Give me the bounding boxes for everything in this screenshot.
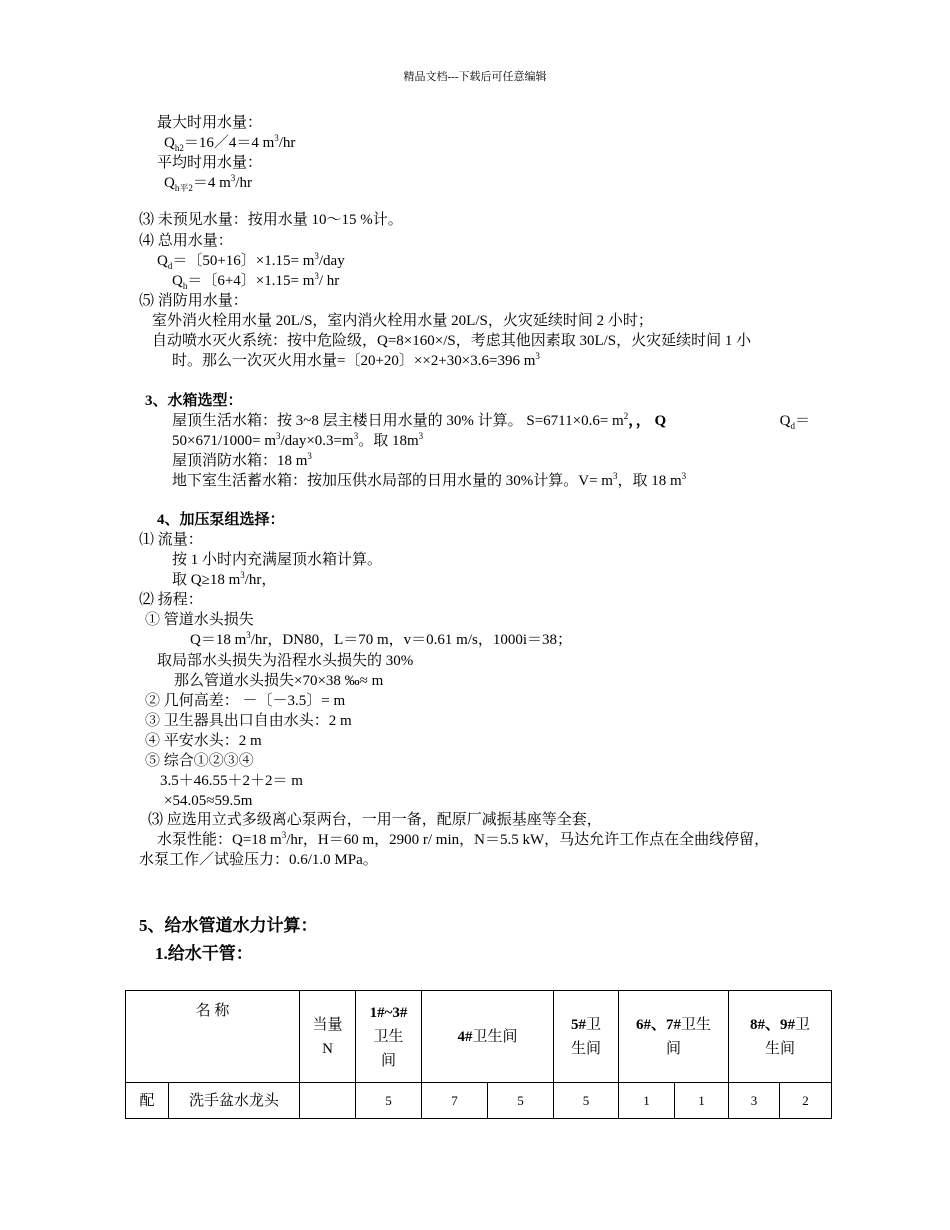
table-cell: 5 bbox=[488, 1083, 554, 1119]
section5-title: 5、给水管道水力计算： bbox=[139, 916, 318, 935]
flow-line-2: 取 Q≥18 $m^3/hr$， bbox=[172, 570, 277, 588]
header-room-5: 5#卫 生间 bbox=[554, 991, 619, 1083]
max-hour-label: 最大时用水量： bbox=[157, 115, 263, 131]
sum-line-1: 3.5＋46.55＋2＋2＝ m bbox=[160, 773, 303, 789]
flow-line-1: 按 1 小时内充满屋顶水箱计算。 bbox=[172, 552, 383, 568]
page-header: 精品文档---下载后可任意编辑 bbox=[403, 71, 547, 83]
qh2-formula: $Q_{h2}=16/4=4$ $m^3/hr$ bbox=[164, 133, 296, 153]
pipe-loss-label: ① 管道水头损失 bbox=[145, 612, 254, 628]
unforeseen-water: ⑶ 未预见水量：按用水量 10～15 %计。 bbox=[139, 212, 403, 228]
pump-pressure: 水泵工作／试验压力：0.6/1.0 MPa。 bbox=[139, 852, 378, 868]
water-pipe-table bbox=[125, 990, 832, 1119]
section3-title: 3、水箱选型： bbox=[145, 393, 243, 409]
roof-tank-line-2: $50\times 671/1000= m^3/day\times 0.3=m^3$。取 $18m^3$ bbox=[172, 431, 424, 449]
table-cell: 5 bbox=[554, 1083, 619, 1119]
pipe-total-loss: 那么管道水头损失×70×38 ‰≈ m bbox=[174, 673, 384, 689]
qh-avg-formula: $Q_{h平2}=4$ $m^3/hr$ bbox=[164, 173, 252, 193]
fire-line-3: 时。那么一次灭火用水量=〔20+20〕××2+30×3.6=396 $m^3$ bbox=[172, 351, 540, 369]
roof-fire-tank: 屋顶消防水箱：18 $m^3$ bbox=[172, 451, 312, 469]
fire-line-1: 室外消火栓用水量 20L/S，室内消火栓用水量 20L/S，火灾延续时间 2 小时； bbox=[152, 313, 653, 329]
table-cell: 7 bbox=[422, 1083, 488, 1119]
roof-tank-line-1: 屋顶生活水箱：按 3~8 层主楼日用水量的 30% 计算。 $S=6711\times 0.6= m^2$，， Q $Q_d=$ bbox=[172, 411, 810, 431]
header-room-4: 4#卫生间 bbox=[422, 991, 554, 1083]
row-fixture-name: 洗手盆水龙头 bbox=[169, 1083, 300, 1119]
qh-formula: $Q_h=$〔6+4〕$\times 1.15= m^3/$ hr bbox=[172, 271, 340, 291]
basement-tank: 地下室生活蓄水箱：按加压供水局部的日用水量的 30%计算。$V= m^3$，取 18 $m^3$ bbox=[172, 471, 687, 489]
table-cell: 2 bbox=[780, 1083, 832, 1119]
header-name: 名 称 bbox=[126, 991, 300, 1083]
safety-head: ④ 平安水头：2 m bbox=[145, 733, 262, 749]
local-loss: 取局部水头损失为沿程水头损失的 30% bbox=[157, 653, 414, 669]
header-room-1-3: 1#~3# 卫生 间 bbox=[356, 991, 422, 1083]
qd-formula: $Q_d=$〔50+16〕$\times 1.15= m^3$/day bbox=[157, 251, 345, 271]
avg-hour-label: 平均时用水量： bbox=[157, 155, 263, 171]
row-equivalent bbox=[300, 1083, 356, 1119]
header-room-8-9: 8#、9#卫 生间 bbox=[729, 991, 832, 1083]
flow-label: ⑴ 流量： bbox=[139, 532, 203, 548]
pipe-params: Q＝18 $m^3/hr$，DN80，L＝70 m，v＝0.61 m/s，1000i＝38； bbox=[190, 630, 573, 648]
table-cell: 1 bbox=[675, 1083, 729, 1119]
fire-line-2: 自动喷水灭火系统：按中危险级，Q=8×160×/S，考虑其他因素取 30L/S，火灾延续时间 1 小 bbox=[152, 333, 752, 349]
table-cell: 1 bbox=[619, 1083, 675, 1119]
fire-water-label: ⑸ 消防用水量： bbox=[139, 293, 248, 309]
head-label: ⑵ 扬程： bbox=[139, 592, 203, 608]
row-group: 配 bbox=[126, 1083, 169, 1119]
pump-performance: 水泵性能：Q=18 $m^3/hr$，H＝60 m，2900 r/ min，N＝5.5 kW，马达允许工作点在全曲线停留， bbox=[157, 830, 770, 848]
sum-line-2: ×54.05≈59.5m bbox=[164, 793, 253, 809]
header-room-6-7: 6#、7#卫生 间 bbox=[619, 991, 729, 1083]
pump-select: ⑶ 应选用立式多级离心泵两台，一用一备，配原厂减振基座等全套， bbox=[148, 812, 602, 828]
section4-title: 4、加压泵组选择： bbox=[157, 512, 285, 528]
geo-height: ② 几何高差： －〔－3.5〕= m bbox=[145, 693, 346, 709]
table-cell: 5 bbox=[356, 1083, 422, 1119]
header-equivalent: 当量 N bbox=[300, 991, 356, 1083]
table-cell: 3 bbox=[729, 1083, 780, 1119]
combined-label: ⑤ 综合①②③④ bbox=[145, 753, 254, 769]
fixture-head: ③ 卫生器具出口自由水头：2 m bbox=[145, 713, 352, 729]
total-water-label: ⑷ 总用水量： bbox=[139, 233, 233, 249]
section5-subtitle: 1.给水干管： bbox=[155, 944, 253, 963]
